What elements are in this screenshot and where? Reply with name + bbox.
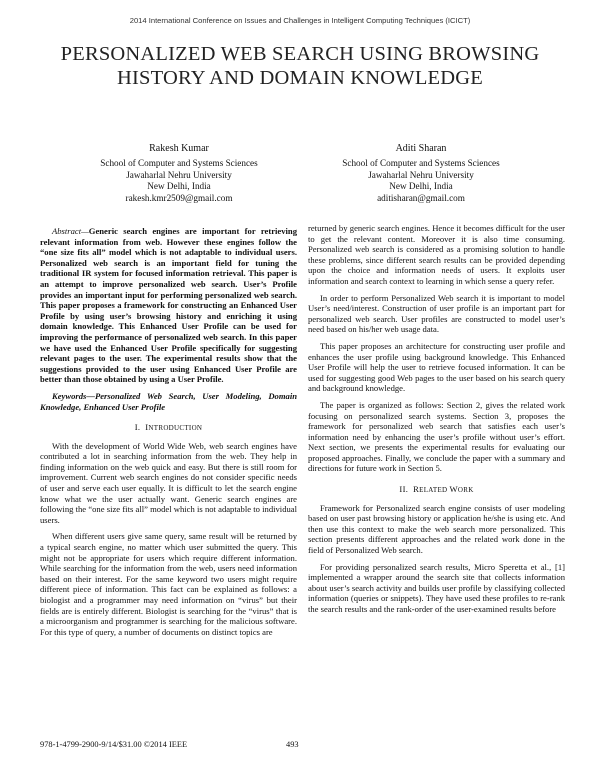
author-email: aditisharan@gmail.com [377,192,465,203]
abstract: Abstract—Generic search engines are important for retrieving relevant information from web. However these engines follow the “one size fits all” model which is not adaptable to individual users. Personalized web search is an important field for tuning the traditional IR system for focused information retrieval. This paper is an attempt to improve personalized web search. User’s Profile provides an important input for performing personalized web search. This paper proposes a framework for constructing an Enhanced User Profile by using user’s browsing history and enriching it using domain knowledge. This Enhanced User Profile can be used for improving the performance of personalized web search. In this paper we have used the Enhanced User Profile specifically for suggesting relevant pages to the user. The experimental results show that the suggestions provided to the user using Enhanced User Profile are better than those obtained by using a User Profile. [40,226,297,385]
author-university: Jawaharlal Nehru University [126,169,232,180]
page-number: 493 [286,740,299,749]
paragraph: Framework for Personalized search engine consists of user modeling based on user past browsing history or application he/she is using etc. And then use this context to make the web search more personalized. This section presents different approaches and the related work done in the field of Personalized Web search. [308,502,565,556]
author-name: Aditi Sharan [395,143,447,154]
author-block-2 [306,143,536,204]
abstract-label: Abstract [52,226,82,236]
author-name: Rakesh Kumar [149,143,209,154]
author-school: School of Computer and Systems Sciences [100,158,258,169]
author-school: School of Computer and Systems Sciences [342,158,500,169]
paragraph: When different users give same query, same result will be returned by a typical search engine, no matter which user submitted the query. This might not be appropriate for users which require different information. While searching for the information from the web, users need information based on their interest. For the same keyword two users might require different piece of information. This fact can be explained as follows: a biologist and a programmer may need information on “virus” but their fields are is entirely different. Biologist is searching for the “virus” that is a microorganism and programmer is searching for the malicious software. For this type of query, a number of documents on distinct topics are [40,531,297,637]
paragraph: In order to perform Personalized Web search it is important to model User’s need/interest. Construction of user profile is an important part for personalized web search. User profiles are constructed to model user’s need based on his/her web usage data. [308,292,565,335]
abstract-text: Generic search engines are important for retrieving relevant information from web. However these engines follow the “one size fits all” model which is not adaptable to individual users. Personalized web search is an important field for tuning the traditional IR system for focused information retrieval. This paper is an attempt to improve personalized web search. User’s Profile provides an important input for performing personalized web search. This paper proposes a framework for constructing an Enhanced User Profile by using user’s browsing history and enriching it using domain knowledge. This Enhanced User Profile can be used for improving the performance of personalized web search. In this paper we have used the Enhanced User Profile specifically for suggesting relevant pages to the user. The experimental results show that the suggestions provided to the user using Enhanced User Profile are better than those obtained by using a User Profile. [40,226,297,385]
right-column [308,223,565,621]
paragraph: With the development of World Wide Web, web search engines have contributed a lot in searching information from the web. They help in finding information on the web quick and easy. But there is still room for improvement. Current web search engines do not consider specific needs of user and serve each user equally. It is difficult to let the search engine know what we the user actually want. Generic search engines are following the “one size fits all” model which is not adaptable to individual users. [40,440,297,525]
author-email: rakesh.kmr2509@gmail.com [125,192,233,203]
author-university: Jawaharlal Nehru University [368,169,474,180]
footer-isbn: 978-1-4799-2900-9/14/$31.00 ©2014 IEEE [40,740,188,749]
author-city: New Delhi, India [147,181,211,192]
keywords: Keywords—Personalized Web Search, User Modeling, Domain Knowledge, Enhanced User Profile [40,390,297,412]
paragraph: This paper proposes an architecture for constructing user profile and enhances the user profile using background knowledge. This Enhanced User Profile will help the user to retrieve focused information. It can be used for suggesting good Web pages to the user based on his search query and background knowledge. [308,340,565,394]
author-block-1 [64,143,294,204]
paper-title: PERSONALIZED WEB SEARCH USING BROWSING HISTORY AND DOMAIN KNOWLEDGE [60,43,540,89]
paragraph: returned by generic search engines. Hence it becomes difficult for the user to get the relevant content. Moreover it is also time consuming. Personalized web search is considered as a promising solution to handle these problems, since different search results can be provided depending upon the choice and information needs of users. It exploits user information and search context to learning in which sense a query refer. [308,223,565,286]
section-heading-introduction: I. INTRODUCTION [134,422,203,433]
paragraph: For providing personalized search results, Micro Speretta et al., [1] implemented a wrapper around the search site that collects information about user’s search activity and builds user profile by classifying collected information (queries or snippets). They have used these profiles to re-rank the search results and the rank-order of the user-examined results before [308,561,565,614]
paragraph: The paper is organized as follows: Section 2, gives the related work focusing on personalized search systems. Section 3, proposes the framework for personalized web search that satisfies each user’s information need by enhancing the user’s profile without user’s effort. Next section, we presents the experimental results for evaluating our proposed approaches. Finally, we conclude the paper with a summary and directions for future work in Section 5. [308,399,565,474]
section-heading-related-work: II. RELATED WORK [399,484,474,495]
author-city: New Delhi, India [389,181,453,192]
left-column [40,226,297,643]
conference-header: 2014 International Conference on Issues and Challenges in Intelligent Computing Techniques (ICICT) [129,16,471,25]
